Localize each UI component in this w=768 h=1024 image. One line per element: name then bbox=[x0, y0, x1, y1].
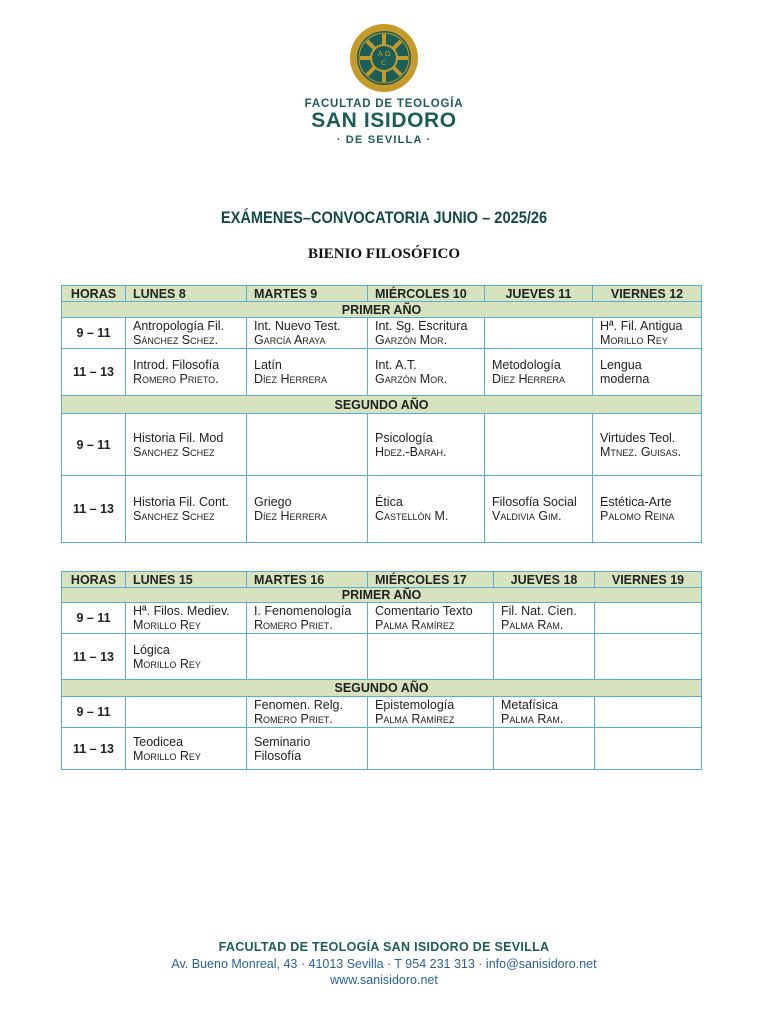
section-row bbox=[62, 302, 702, 318]
header-row bbox=[62, 572, 702, 588]
exam-cell bbox=[247, 603, 368, 634]
teacher: Mtnez. Guisas. bbox=[600, 444, 682, 459]
table-row bbox=[62, 728, 702, 770]
teacher: Morillo Rey bbox=[600, 333, 668, 347]
exam-cell bbox=[595, 728, 702, 770]
exam-cell bbox=[595, 697, 702, 728]
hour-cell: 11 – 13 bbox=[62, 349, 126, 396]
table-row bbox=[62, 603, 702, 634]
exam-cell bbox=[126, 634, 247, 680]
hour-cell: 11 – 13 bbox=[62, 476, 126, 543]
exam-cell bbox=[368, 697, 494, 728]
subject: Comentario Texto bbox=[375, 604, 473, 618]
col-header-day: MIÉRCOLES 10 bbox=[368, 286, 485, 302]
teacher: Valdivia Gim. bbox=[492, 509, 562, 523]
teacher: Palomo Reina bbox=[600, 509, 675, 523]
exam-cell bbox=[126, 414, 247, 476]
exam-cell bbox=[593, 414, 702, 476]
subject: Epistemología bbox=[375, 698, 455, 712]
subject: Int. Nuevo Test. bbox=[254, 319, 341, 333]
exam-cell bbox=[126, 728, 247, 770]
teacher: Garzón Mor. bbox=[375, 372, 448, 386]
exam-cell bbox=[494, 728, 595, 770]
teacher: Díez Herrera bbox=[254, 372, 328, 386]
teacher: Díez Herrera bbox=[254, 509, 328, 523]
exam-cell bbox=[485, 414, 593, 476]
hour-cell: 9 – 11 bbox=[62, 318, 126, 349]
subject: Griego bbox=[254, 495, 292, 509]
exam-cell bbox=[485, 476, 593, 543]
page-title: EXÁMENES–CONVOCATORIA JUNIO – 2025/26 bbox=[220, 208, 548, 227]
exam-cell bbox=[368, 634, 494, 680]
col-header-hours: HORAS bbox=[62, 572, 126, 588]
subject: Teodicea bbox=[133, 734, 184, 749]
exam-cell bbox=[368, 476, 485, 543]
subject: I. Fenomenología bbox=[254, 604, 352, 618]
faculty-seal-icon bbox=[349, 23, 419, 93]
exam-cell bbox=[126, 349, 247, 396]
subject: Latín bbox=[254, 358, 282, 372]
col-header-day: VIERNES 19 bbox=[595, 572, 702, 588]
table-row bbox=[62, 476, 702, 543]
subject: Virtudes Teol. bbox=[600, 430, 676, 445]
teacher: Morillo Rey bbox=[133, 748, 201, 763]
teacher: Romero Prieto. bbox=[133, 372, 219, 386]
exam-cell bbox=[368, 728, 494, 770]
svg-text:A: A bbox=[378, 50, 383, 58]
subject: Historia Fil. Cont. bbox=[133, 495, 229, 509]
subject: Int. Sg. Escritura bbox=[375, 319, 468, 333]
col-header-day: LUNES 8 bbox=[126, 286, 247, 302]
exam-cell bbox=[593, 318, 702, 349]
exam-schedule-week-2 bbox=[61, 571, 702, 770]
exam-cell bbox=[126, 697, 247, 728]
teacher: Romero Priet. bbox=[254, 618, 333, 632]
col-header-day: VIERNES 12 bbox=[593, 286, 702, 302]
subject: Filosofía Social bbox=[492, 495, 577, 509]
table-row bbox=[62, 697, 702, 728]
teacher: Castellón M. bbox=[375, 509, 449, 523]
table-row bbox=[62, 318, 702, 349]
section-label: PRIMER AÑO bbox=[62, 588, 702, 603]
hour-cell: 11 – 13 bbox=[62, 634, 126, 680]
teacher: Filosofía bbox=[254, 748, 302, 763]
exam-cell bbox=[247, 697, 368, 728]
subject: Estética-Arte bbox=[600, 495, 672, 509]
exam-schedule-week-1 bbox=[61, 285, 702, 543]
exam-cell bbox=[485, 349, 593, 396]
col-header-day: LUNES 15 bbox=[126, 572, 247, 588]
institution-line-1: FACULTAD DE TEOLOGÍA bbox=[304, 98, 464, 110]
exam-cell bbox=[368, 414, 485, 476]
subject: Psicología bbox=[375, 430, 433, 445]
col-header-hours: HORAS bbox=[62, 286, 126, 302]
teacher: Palma Ramírez bbox=[375, 618, 455, 632]
teacher: Morillo Rey bbox=[133, 618, 201, 632]
exam-cell bbox=[494, 697, 595, 728]
exam-cell bbox=[368, 349, 485, 396]
subject: Lengua bbox=[600, 358, 642, 372]
teacher: Palma Ramírez bbox=[375, 712, 455, 726]
subject: Introd. Filosofía bbox=[133, 358, 220, 372]
hour-cell: 11 – 13 bbox=[62, 728, 126, 770]
subject: Seminario bbox=[254, 734, 311, 749]
exam-cell bbox=[494, 603, 595, 634]
exam-cell bbox=[247, 349, 368, 396]
institution-name: SAN ISIDORO bbox=[311, 109, 457, 132]
footer-institution: FACULTAD DE TEOLOGÍA SAN ISIDORO DE SEVILLA bbox=[218, 940, 550, 954]
subject: Fil. Nat. Cien. bbox=[501, 604, 577, 618]
exam-cell bbox=[368, 318, 485, 349]
exam-cell bbox=[247, 476, 368, 543]
svg-text:C: C bbox=[381, 59, 386, 67]
teacher: Hdez.-Barah. bbox=[375, 444, 447, 459]
section-label: PRIMER AÑO bbox=[62, 302, 702, 318]
teacher: García Araya bbox=[254, 333, 326, 347]
exam-cell bbox=[247, 414, 368, 476]
section-label: SEGUNDO AÑO bbox=[62, 680, 702, 697]
teacher: Palma Ram. bbox=[501, 712, 564, 726]
table-row bbox=[62, 634, 702, 680]
section-row bbox=[62, 396, 702, 414]
subject: Fenomen. Relg. bbox=[254, 698, 343, 712]
subject: Antropología Fil. bbox=[133, 319, 225, 333]
exam-cell bbox=[485, 318, 593, 349]
col-header-day: JUEVES 11 bbox=[485, 286, 593, 302]
col-header-day: MARTES 16 bbox=[247, 572, 368, 588]
exam-cell bbox=[368, 603, 494, 634]
teacher: moderna bbox=[600, 372, 650, 386]
col-header-day: MARTES 9 bbox=[247, 286, 368, 302]
col-header-day: JUEVES 18 bbox=[494, 572, 595, 588]
institution-city: · DE SEVILLA · bbox=[336, 134, 432, 146]
svg-text:Ω: Ω bbox=[385, 50, 391, 58]
teacher: Garzón Mor. bbox=[375, 333, 448, 347]
subject: Metafísica bbox=[501, 698, 558, 712]
section-row bbox=[62, 588, 702, 603]
teacher: Díez Herrera bbox=[492, 372, 566, 386]
teacher: Palma Ram. bbox=[501, 618, 564, 632]
exam-cell bbox=[126, 318, 247, 349]
section-row bbox=[62, 680, 702, 697]
exam-cell bbox=[593, 476, 702, 543]
teacher: Sanchez Schez bbox=[133, 509, 215, 523]
subject: Hª. Fil. Antigua bbox=[600, 319, 683, 333]
subject: Hª. Filos. Mediev. bbox=[133, 604, 230, 618]
exam-cell bbox=[247, 634, 368, 680]
footer-website-link[interactable]: www.sanisidoro.net bbox=[330, 973, 438, 987]
exam-cell bbox=[595, 603, 702, 634]
footer-contact: Av. Bueno Monreal, 43 · 41013 Sevilla · T 954 231 313 · info@sanisidoro.net bbox=[171, 957, 597, 971]
hour-cell: 9 – 11 bbox=[62, 697, 126, 728]
teacher: Sánchez Schez. bbox=[133, 333, 219, 347]
teacher: Sanchez Schez bbox=[133, 444, 215, 459]
exam-cell bbox=[247, 728, 368, 770]
exam-cell bbox=[595, 634, 702, 680]
exam-cell bbox=[593, 349, 702, 396]
subject: Ética bbox=[375, 495, 403, 509]
col-header-day: MIÉRCOLES 17 bbox=[368, 572, 494, 588]
subject: Historia Fil. Mod bbox=[133, 430, 224, 445]
subject: Int. A.T. bbox=[375, 358, 417, 372]
teacher: Romero Priet. bbox=[254, 712, 333, 726]
page-subtitle: BIENIO FILOSÓFICO bbox=[307, 246, 461, 262]
exam-cell bbox=[494, 634, 595, 680]
exam-cell bbox=[126, 603, 247, 634]
subject: Lógica bbox=[133, 642, 170, 657]
hour-cell: 9 – 11 bbox=[62, 414, 126, 476]
exam-cell bbox=[126, 476, 247, 543]
hour-cell: 9 – 11 bbox=[62, 603, 126, 634]
table-row bbox=[62, 414, 702, 476]
table-row bbox=[62, 349, 702, 396]
header-row bbox=[62, 286, 702, 302]
section-label: SEGUNDO AÑO bbox=[62, 396, 702, 414]
subject: Metodología bbox=[492, 358, 561, 372]
exam-cell bbox=[247, 318, 368, 349]
teacher: Morillo Rey bbox=[133, 656, 201, 671]
